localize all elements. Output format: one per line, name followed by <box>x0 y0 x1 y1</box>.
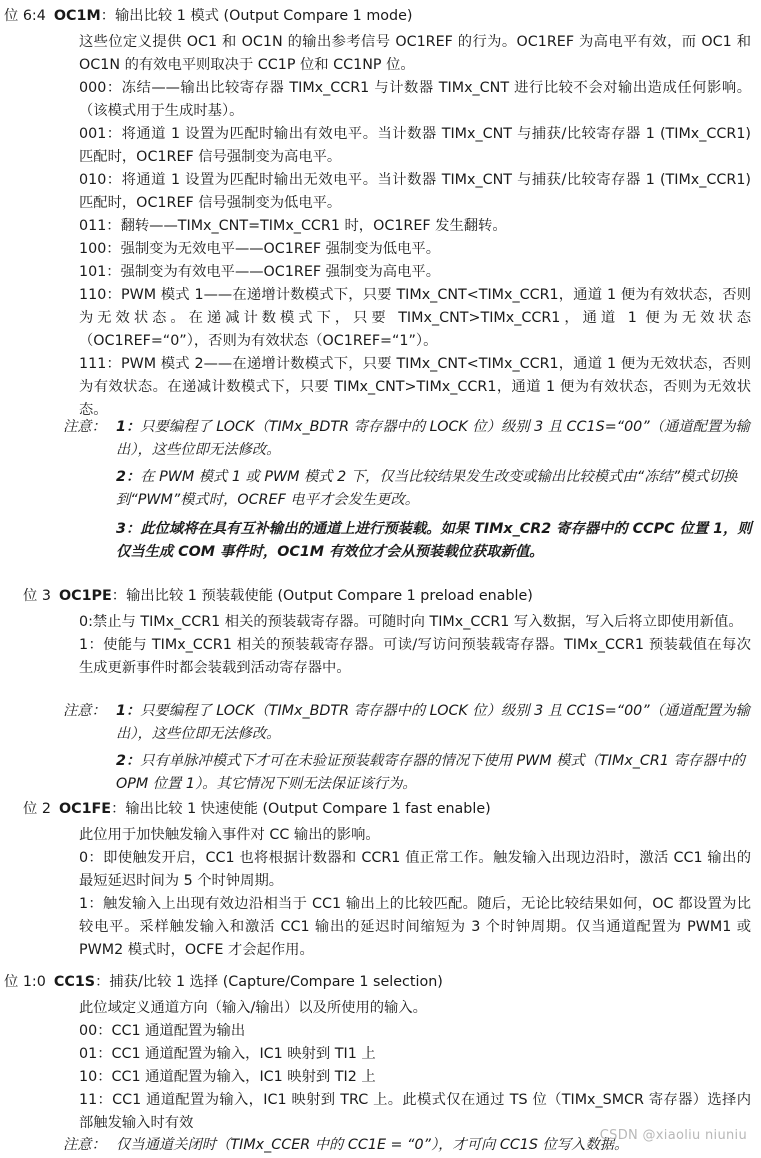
bit-position: 位 6:4 <box>4 8 46 24</box>
note-text: 此位域将在具有互补输出的通道上进行预装载。如果 TIMx_CR2 寄存器中的 CCPC 位置 1，则仅当生成 COM 事件时，OC1M 有效位才会从预装载位获取新值。 <box>116 521 752 560</box>
paragraph: 1：使能与 TIMx_CCR1 相关的预装载寄存器。可读/写访问预装载寄存器。TIMx_CCR1 预装载值在每次生成更新事件时都会装载到活动寄存器中。 <box>79 637 751 676</box>
section-body <box>79 824 751 962</box>
note-number: 2： <box>116 469 141 485</box>
note-number: 2： <box>116 753 141 769</box>
paragraph: 0:禁止与 TIMx_CCR1 相关的预装载寄存器。可随时向 TIMx_CCR1 写入数据，写入后将立即使用新值。 <box>79 614 743 630</box>
note-block <box>63 700 753 796</box>
paragraph: 101：强制变为有效电平——OC1REF 强制变为高电平。 <box>79 264 440 280</box>
paragraph: 1：触发输入上出现有效边沿相当于 CC1 输出上的比较匹配。随后，无论比较结果如何，OC 都设置为比较电平。采样触发输入和激活 CC1 输出的延迟时间缩短为 3 个时钟周期。仅当通道配置为 PWM1 或 PWM2 模式时，OCFE 才会起作用。 <box>79 896 751 958</box>
paragraph: 011：翻转——TIMx_CNT=TIMx_CCR1 时，OC1REF 发生翻转。 <box>79 218 507 234</box>
section-header <box>4 6 412 26</box>
field-title: ：输出比较 1 预装载使能 (Output Compare 1 preload enable) <box>111 588 533 604</box>
note-number: 1： <box>116 703 141 719</box>
note-item <box>116 416 753 462</box>
paragraph: 此位域定义通道方向（输入/输出）以及所使用的输入。 <box>79 1000 427 1016</box>
section-header <box>23 586 533 606</box>
note-text: 仅当通道关闭时（TIMx_CCER 中的 CC1E = “0”），才可向 CC1S 位写入数据。 <box>116 1137 629 1153</box>
section-header <box>23 799 491 819</box>
note-item <box>116 750 753 796</box>
paragraph: 110：PWM 模式 1——在递增计数模式下，只要 TIMx_CNT<TIMx_CCR1，通道 1 便为有效状态，否则为无效状态。在递减计数模式下，只要 TIMx_CNT>TIMx_CCR1，通道 1 便为无效状态（OC1REF=“0”），否则为有效状态（OC1REF=“1”）。 <box>79 287 751 349</box>
note-item <box>116 466 753 512</box>
paragraph: 010：将通道 1 设置为匹配时输出无效电平。当计数器 TIMx_CNT 与捕获/比较寄存器 1 (TIMx_CCR1) 匹配时，OC1REF 信号强制变为低电平。 <box>79 172 751 211</box>
note-text: 只要编程了 LOCK（TIMx_BDTR 寄存器中的 LOCK 位）级别 3 且 CC1S=“00”（通道配置为输出），这些位即无法修改。 <box>116 419 750 458</box>
section-body <box>79 31 751 422</box>
paragraph: 此位用于加快触发输入事件对 CC 输出的影响。 <box>79 827 380 843</box>
note-text: 在 PWM 模式 1 或 PWM 模式 2 下，仅当比较结果发生改变或输出比较模式由“冻结”模式切换到“PWM”模式时，OCREF 电平才会发生更改。 <box>116 469 738 508</box>
note-item <box>116 700 753 746</box>
paragraph: 10：CC1 通道配置为输入，IC1 映射到 TI2 上 <box>79 1069 376 1085</box>
paragraph: 000：冻结——输出比较寄存器 TIMx_CCR1 与计数器 TIMx_CNT 进行比较不会对输出造成任何影响。（该模式用于生成时基）。 <box>79 80 751 119</box>
bit-position: 位 2 <box>23 801 51 817</box>
paragraph: 001：将通道 1 设置为匹配时输出有效电平。当计数器 TIMx_CNT 与捕获/比较寄存器 1 (TIMx_CCR1) 匹配时，OC1REF 信号强制变为高电平。 <box>79 126 751 165</box>
note-text: 只有单脉冲模式下才可在未验证预装载寄存器的情况下使用 PWM 模式（TIMx_CR1 寄存器中的 OPM 位置 1）。其它情况下则无法保证该行为。 <box>116 753 745 792</box>
paragraph: 111：PWM 模式 2——在递增计数模式下，只要 TIMx_CNT<TIMx_CCR1，通道 1 便为无效状态，否则为有效状态。在递减计数模式下，只要 TIMx_CNT>TIMx_CCR1，通道 1 便为有效状态，否则为无效状态。 <box>79 356 751 418</box>
field-name: CC1S <box>53 974 96 990</box>
field-name: OC1FE <box>58 801 112 817</box>
section-header <box>4 972 443 992</box>
field-title: ：输出比较 1 模式 (Output Compare 1 mode) <box>100 8 413 24</box>
field-name: OC1PE <box>58 588 112 604</box>
paragraph: 01：CC1 通道配置为输入，IC1 映射到 TI1 上 <box>79 1046 376 1062</box>
paragraph: 11：CC1 通道配置为输入，IC1 映射到 TRC 上。此模式仅在通过 TS 位（TIMx_SMCR 寄存器）选择内部触发输入时有效 <box>79 1092 751 1131</box>
field-name: OC1M <box>53 8 101 24</box>
field-title: ：输出比较 1 快速使能 (Output Compare 1 fast enable) <box>111 801 491 817</box>
bit-position: 位 3 <box>23 588 51 604</box>
section-body <box>79 611 751 680</box>
note-label: 注意： <box>63 703 106 719</box>
note-number: 1： <box>116 419 141 435</box>
paragraph: 0：即使触发开启，CC1 也将根据计数器和 CCR1 值正常工作。触发输入出现边沿时，激活 CC1 输出的最短延迟时间为 5 个时钟周期。 <box>79 850 751 889</box>
paragraph: 100：强制变为无效电平——OC1REF 强制变为低电平。 <box>79 241 440 257</box>
note-block <box>63 416 753 564</box>
field-title: ：捕获/比较 1 选择 (Capture/Compare 1 selection) <box>95 974 443 990</box>
note-item <box>116 518 753 564</box>
note-label: 注意： <box>63 419 106 435</box>
watermark: CSDN @xiaoliu niuniu <box>599 1128 747 1143</box>
paragraph: 这些位定义提供 OC1 和 OC1N 的输出参考信号 OC1REF 的行为。OC1REF 为高电平有效，而 OC1 和 OC1N 的有效电平则取决于 CC1P 位和 CC1NP 位。 <box>79 34 751 73</box>
bit-position: 位 1:0 <box>4 974 46 990</box>
note-text: 只要编程了 LOCK（TIMx_BDTR 寄存器中的 LOCK 位）级别 3 且 CC1S=“00”（通道配置为输出），这些位即无法修改。 <box>116 703 750 742</box>
note-label: 注意： <box>63 1137 106 1153</box>
note-number: 3： <box>116 521 141 537</box>
section-body <box>79 997 751 1135</box>
paragraph: 00：CC1 通道配置为输出 <box>79 1023 246 1039</box>
